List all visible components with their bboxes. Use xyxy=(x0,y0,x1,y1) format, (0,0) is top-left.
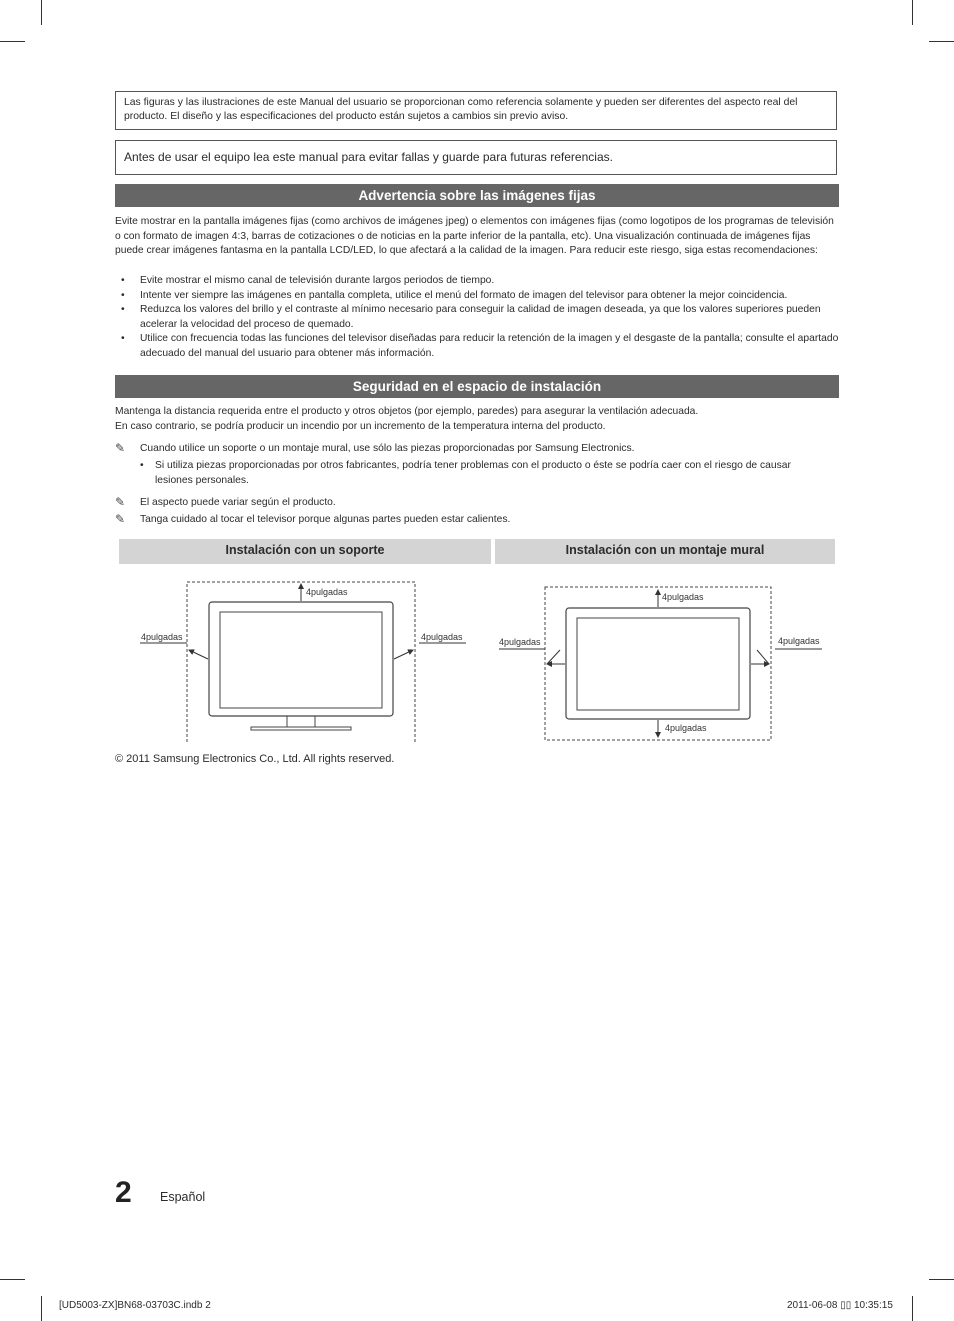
print-slug-file: [UD5003-ZX]BN68-03703C.indb 2 xyxy=(59,1300,211,1311)
clearance-label-top: 4pulgadas xyxy=(306,587,348,597)
bullet: • xyxy=(121,304,125,316)
crop-mark xyxy=(912,1296,913,1321)
tv-stand xyxy=(251,727,351,730)
bullet: • xyxy=(140,460,144,471)
pencil-note-icon: ✎ xyxy=(115,441,126,455)
notice-figures: Las figuras y las ilustraciones de este Manual del usuario se proporcionan como referencia solamente y pueden ser diferentes del aspecto real del producto. El diseño y las especificaciones del producto están sujetos a cambios sin previo aviso. xyxy=(115,91,837,130)
copyright: © 2011 Samsung Electronics Co., Ltd. All rights reserved. xyxy=(115,753,395,765)
pencil-note-icon: ✎ xyxy=(115,512,126,526)
clearance-label-right: 4pulgadas xyxy=(421,632,463,642)
page-number: 2 xyxy=(115,1176,132,1209)
crop-mark xyxy=(41,1296,42,1321)
list-item: • Intente ver siempre las imágenes en pantalla completa, utilice el menú del formato de imagen del televisor para obtener la mejor coincidencia. xyxy=(115,289,839,304)
crop-mark xyxy=(41,0,42,25)
section-heading-still-images: Advertencia sobre las imágenes fijas xyxy=(115,184,839,207)
note-hot-parts: ✎ Tanga cuidado al tocar el televisor porque algunas partes pueden estar calientes. xyxy=(115,512,511,526)
print-slug-date: 2011-06-08 ▯▯ 10:35:15 xyxy=(787,1300,893,1311)
list-item: • Reduzca los valores del brillo y el contraste al mínimo necesario para conseguir la calidad de imagen deseada, ya que los valores superiores pueden acelerar la velocidad del proceso de quemado. xyxy=(121,304,821,330)
notice-read-manual: Antes de usar el equipo lea este manual para evitar fallas y guarde para futuras referencias. xyxy=(115,140,837,175)
wall-installation-diagram xyxy=(495,570,835,745)
subnote-other-parts: • Si utiliza piezas proporcionadas por otros fabricantes, podría tener problemas con el producto o éste se podría caer con el riesgo de causar lesiones personales. xyxy=(140,460,791,486)
page-language: Español xyxy=(160,1190,206,1204)
crop-mark xyxy=(929,1279,954,1280)
wall-install-header: Instalación con un montaje mural xyxy=(495,539,835,564)
clearance-label-right: 4pulgadas xyxy=(778,636,820,646)
arrow-icon xyxy=(189,650,208,659)
clearance-label-top: 4pulgadas xyxy=(662,592,704,602)
bullet: • xyxy=(121,289,125,301)
tv-screen xyxy=(577,618,739,710)
arrow-icon xyxy=(394,650,413,659)
still-images-intro: Evite mostrar en la pantalla imágenes fijas (como archivos de imágenes jpeg) o elementos con imágenes fijas (como logotipos de los programas de televisión o con formato de imagen 4:3, barras de cotizaciones o de noticias en la parte inferior de la pantalla, etc). Una visualización continuada de imágenes fijas puede crear imágenes fantasma en la pantalla LCD/LED, lo que afectará a la calidad de la imagen. Para reducir este riesgo, siga estas recomendaciones: xyxy=(115,216,834,257)
crop-mark xyxy=(0,41,25,42)
note-official-parts: ✎ Cuando utilice un soporte o un montaje mural, use sólo las piezas proporcionadas por Samsung Electronics. xyxy=(115,441,635,455)
bullet: • xyxy=(121,275,125,286)
crop-mark xyxy=(929,41,954,42)
stand-install-header: Instalación con un soporte xyxy=(119,539,491,564)
bullet: • xyxy=(121,333,125,345)
clearance-label-bottom: 4pulgadas xyxy=(665,723,707,733)
pencil-note-icon: ✎ xyxy=(115,495,126,509)
list-item: • Utilice con frecuencia todas las funciones del televisor diseñadas para reducir la retención de la imagen y el desgaste de la pantalla; consulte el apartado adecuado del manual del usuario para obtener más información. xyxy=(121,333,839,359)
still-images-list xyxy=(115,274,839,362)
crop-mark xyxy=(912,0,913,25)
tv-screen xyxy=(220,612,382,708)
crop-mark xyxy=(0,1279,25,1280)
clearance-label-left: 4pulgadas xyxy=(499,637,541,647)
list-item: • Evite mostrar el mismo canal de televisión durante largos periodos de tiempo. xyxy=(115,274,839,289)
clearance-label-left: 4pulgadas xyxy=(141,632,183,642)
note-appearance: ✎ El aspecto puede variar según el producto. xyxy=(115,495,336,509)
stand-installation-diagram xyxy=(119,570,491,745)
section-heading-install-safety: Seguridad en el espacio de instalación xyxy=(115,375,839,398)
install-intro-1: Mantenga la distancia requerida entre el producto y otros objetos (por ejemplo, paredes) para asegurar la ventilación adecuada. xyxy=(115,406,699,417)
install-intro-2: En caso contrario, se podría producir un incendio por un incremento de la temperatura interna del producto. xyxy=(115,421,606,432)
